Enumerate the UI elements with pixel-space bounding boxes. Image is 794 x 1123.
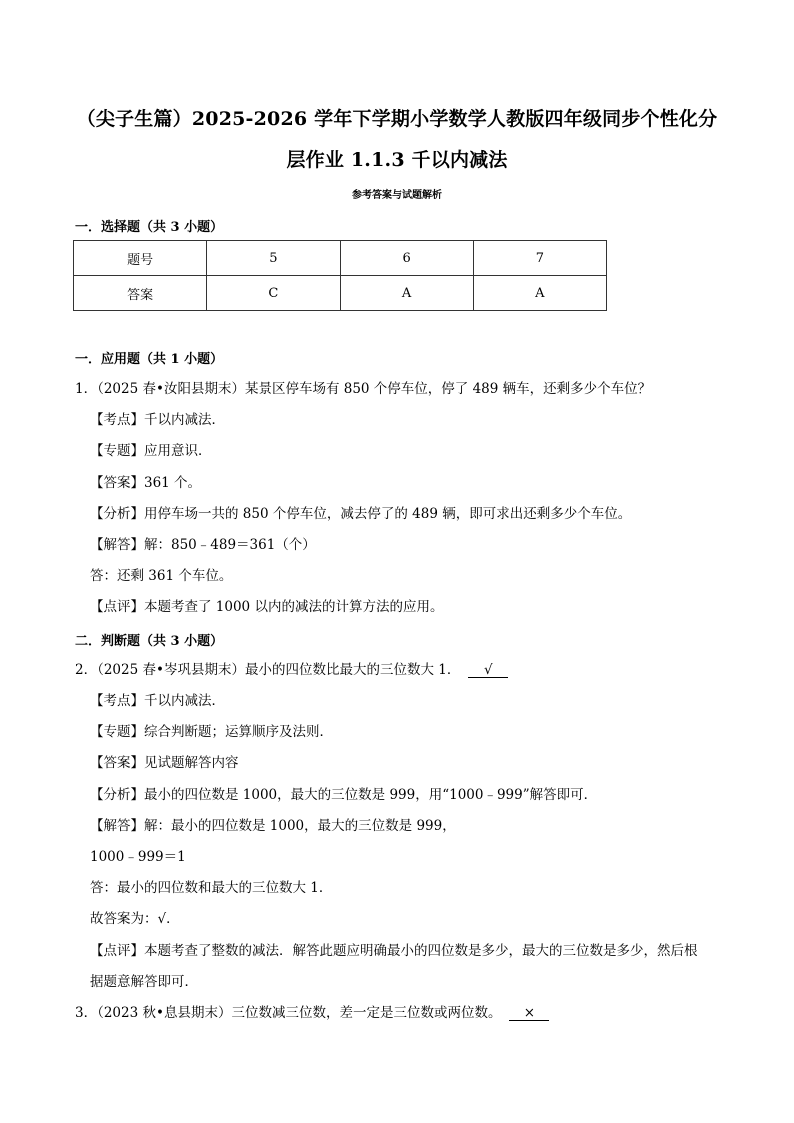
q2-final-answer: 答：最小的四位数和最大的三位数大 1． — [90, 880, 333, 896]
document-subtitle: 参考答案与试题解析 — [352, 190, 442, 201]
q1-comment: 【点评】本题考查了 1000 以内的减法的计算方法的应用。 — [90, 599, 444, 615]
q2-comment-line-2: 据题意解答即可． — [90, 974, 198, 990]
q1-analysis: 【分析】用停车场一共的 850 个停车位，减去停了的 489 辆，即可求出还剩多少个车位。 — [90, 506, 632, 522]
q1-kaodian: 【考点】千以内减法． — [90, 412, 225, 428]
question-2-stem — [75, 661, 508, 679]
section-heading-application: 一．应用题（共 1 小题） — [75, 352, 224, 367]
q2-solution: 【解答】解：最小的四位数是 1000，最大的三位数是 999， — [90, 818, 456, 834]
table-row — [74, 276, 607, 311]
document-title-line-2: 层作业 1.1.3 千以内减法 — [286, 149, 508, 171]
table-row — [74, 241, 607, 276]
q2-calculation: 1000﹣999＝1 — [90, 849, 186, 865]
q1-zhuanti: 【专题】应用意识． — [90, 443, 212, 459]
q1-answer: 【答案】361 个。 — [90, 475, 202, 491]
question-1-stem: 1．（2025 春•汝阳县期末）某景区停车场有 850 个停车位，停了 489 辆车，还剩多少个车位？ — [75, 381, 652, 397]
table-cell: 7 — [473, 241, 606, 276]
question-2-text: 2．（2025 春•岑巩县期末）最小的四位数比最大的三位数大 1． — [75, 662, 461, 678]
q1-final-answer: 答：还剩 361 个车位。 — [90, 568, 233, 584]
q2-comment-line-1: 【点评】本题考查了整数的减法．解答此题应明确最小的四位数是多少，最大的三位数是多少，然后根 — [90, 943, 698, 959]
table-cell: C — [207, 276, 340, 311]
table-cell: A — [473, 276, 606, 311]
table-cell: 5 — [207, 241, 340, 276]
answer-table — [73, 240, 607, 311]
table-cell: 题号 — [74, 241, 207, 276]
table-cell: 6 — [340, 241, 473, 276]
q1-solution: 【解答】解：850﹣489＝361（个） — [90, 537, 316, 553]
question-3-stem — [75, 1004, 549, 1022]
q2-therefore-answer: 故答案为：√． — [90, 911, 180, 927]
question-3-text: 3．（2023 秋•息县期末）三位数减三位数，差一定是三位数或两位数。 — [75, 1005, 502, 1021]
question-3-blank: × — [509, 1006, 549, 1021]
document-title-line-1: （尖子生篇）2025-2026 学年下学期小学数学人教版四年级同步个性化分 — [76, 108, 718, 130]
question-2-blank: √ — [468, 663, 508, 678]
table-cell: A — [340, 276, 473, 311]
q2-answer: 【答案】见试题解答内容 — [90, 755, 239, 771]
section-heading-choice: 一．选择题（共 3 小题） — [75, 220, 224, 235]
table-cell: 答案 — [74, 276, 207, 311]
q2-analysis: 【分析】最小的四位数是 1000，最大的三位数是 999，用“1000﹣999”解答即可． — [90, 787, 598, 803]
section-heading-judgment: 二．判断题（共 3 小题） — [75, 634, 224, 649]
q2-kaodian: 【考点】千以内减法． — [90, 693, 225, 709]
q2-zhuanti: 【专题】综合判断题；运算顺序及法则． — [90, 724, 333, 740]
